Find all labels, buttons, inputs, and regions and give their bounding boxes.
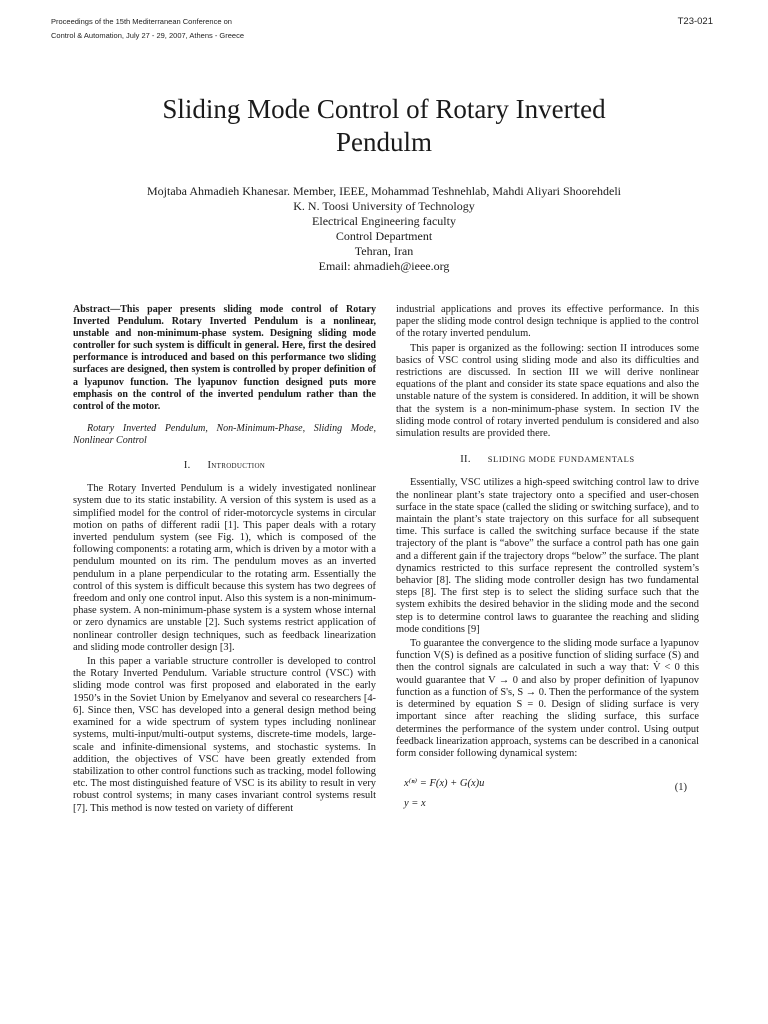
- right-column: [396, 304, 699, 814]
- conference-line-2: Control & Automation, July 27 - 29, 2007, Athens - Greece: [51, 31, 245, 40]
- equation-1: [396, 774, 699, 814]
- author-faculty: Electrical Engineering faculty: [312, 214, 456, 228]
- organization-paragraph: This paper is organized as the following: section II introduces some basics of VSC control using sliding mode and also its difficulties and restrictions are discussed. In section III we will derive nonlinear equations of the plant and consider its state space equations and also the unstable nature of the system is considered. In addition, it will be shown that the system is a non-minimum-phase system. In section IV the sliding mode control of rotary inverted pendulum is considered and also simulation results are provided there.: [396, 342, 699, 440]
- author-location: Tehran, Iran: [354, 244, 414, 258]
- vsc-paragraph: Essentially, VSC utilizes a high-speed switching control law to drive the nonlinear plant’s state trajectory onto a specified and user-chosen surface in the state space (called the sliding or switching surface), and to maintain the plant’s state trajectory on this surface for all subsequent time. This surface is called the switching surface because if the state trajectory of the plant is “above” the surface a control path has one gain and a different gain if the trajectory drops “below” the surface. The plant dynamics restricted to this surface represent the controlled system’s behavior [8]. The sliding mode controller design has two fundamental steps [8]. The first step is to select the sliding surface such that the system exhibits the desired behavior in the sliding mode and the second step is to determine control laws to guarantee the reaching and sliding mode conditions [9]: [396, 477, 699, 635]
- conference-header: [51, 15, 244, 43]
- section-1-number: I.: [183, 460, 191, 472]
- author-names: Mojtaba Ahmadieh Khanesar. Member, IEEE, Mohammad Teshnehlab, Mahdi Aliyari Shoorehdeli: [146, 184, 622, 198]
- intro-paragraph-2: In this paper a variable structure controller is developed to control the Rotary Inverted Pendulum. Variable structure control (VSC) with sliding mode control was first proposed and elaborated in the early 1950’s in the Soviet Union by Emelyanov and several co researchers [4-6]. Since then, VSC has developed into a general design method being examined for a wide spectrum of system types including nonlinear systems, multi-input/multi-output systems, discrete-time models, large-scale and infinite-dimensional systems, and stochastic systems. In addition, the objectives of VSC have been greatly extended from stabilization to other control functions such as tracking, model following etc. The most distinguished feature of VSC is its ability to result in very robust control systems; in many cases invariant control systems result [7]. This method is now tested on variety of different: [73, 656, 376, 814]
- author-university: K. N. Toosi University of Technology: [293, 199, 475, 213]
- author-block: [40, 184, 728, 274]
- intro-continuation: industrial applications and proves its effective performance. In this paper the sliding mode control design technique is applied to the control of the rotary inverted pendulum.: [396, 304, 699, 340]
- section-1-title: Introduction: [207, 460, 266, 472]
- author-department: Control Department: [335, 229, 433, 243]
- section-1-heading: [73, 460, 376, 472]
- title-line-2: Pendulm: [335, 127, 432, 157]
- section-2-heading: [396, 453, 699, 466]
- abstract: Abstract—This paper presents sliding mode control of Rotary Inverted Pendulum. Rotary Inverted Pendulum is a nonlinear, unstable and non-minimum-phase system. Designing sliding mode controller for such system is difficult in general. Here, first the desired performance is introduced and based on this performance two sliding surfaces are designed, then system is controlled by proper definition of a lyapunov function. The lyapunov function designed puts more emphasis on the control of the inverted pendulum rather than the control of the motor.: [73, 304, 376, 412]
- keywords: Rotary Inverted Pendulum, Non-Minimum-Phase, Sliding Mode, Nonlinear Control: [73, 422, 376, 446]
- paper-title: [60, 93, 708, 159]
- equation-1-line-2: y = x: [404, 798, 426, 810]
- intro-paragraph-1: The Rotary Inverted Pendulum is a widely investigated nonlinear system due to its static instability. A version of this system is used as a simplified model for the control of rider-motorcycle systems in circular motion on paths of different radii [1]. This paper deals with a rotary inverted pendulum system (see Fig. 1), which is composed of the following components: a rotating arm, which is driven by a motor with a pendulum mounted on its rim. The pendulum moves as an inverted pendulum in a plane perpendicular to the rotating arm. Essentially the control of this system is difficult because this system has two degrees of freedom and only one control input. Also this system is a non-minimum-phase system. A non-minimum-phase system is a system whose internal or zero dynamics are unstable [2]. Such systems restrict application of nonlinear controller design techniques, such as feedback linearization and sliding mode controller design [3].: [73, 483, 376, 653]
- paper-id: T23-021: [677, 16, 713, 27]
- conference-line-1: Proceedings of the 15th Mediterranean Conference on: [51, 17, 232, 26]
- section-2-number: II.: [460, 454, 471, 466]
- author-email: Email: ahmadieh@ieee.org: [318, 259, 450, 273]
- left-column: [73, 304, 376, 817]
- equation-1-line-1: x⁽ⁿ⁾ = F(x) + G(x)u: [404, 778, 485, 790]
- lyapunov-paragraph: To guarantee the convergence to the sliding mode surface a lyapunov function V(S) is defined as a positive function of sliding surface (S) and then the control signals are calculated in such a way that: V̇ < 0 this would guarantee that V → 0 and also by proper definition of lyapunov function as a function of S's, S → 0. Then the performance of the system is determined by equation S = 0. Design of sliding surface is very important since after reaching the sliding surface, this surface determines the performance of the system under control. Using output feedback linearization approach, systems can be described in a canonical form consider following dynamical system:: [396, 638, 699, 759]
- section-2-title: SLIDING MODE FUNDAMENTALS: [487, 454, 635, 465]
- equation-1-number: (1): [674, 782, 687, 794]
- title-line-1: Sliding Mode Control of Rotary Inverted: [162, 94, 606, 124]
